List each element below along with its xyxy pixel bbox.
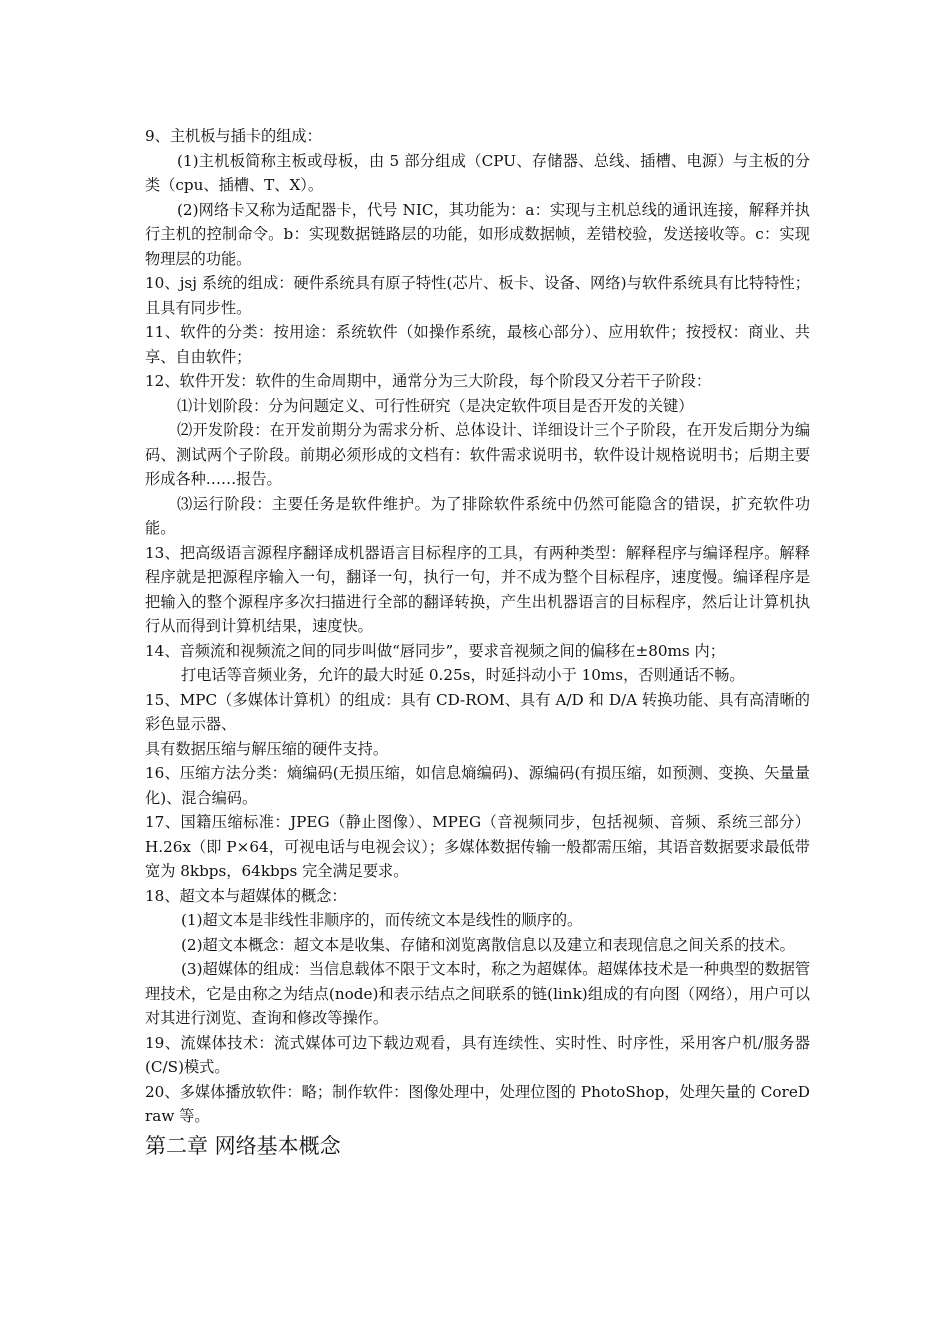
paragraph-9-2: (2)网络卡又称为适配器卡，代号 NIC，其功能为：a：实现与主机总线的通讯连接，解释并执行主机的控制命令。b：实现数据链路层的功能，如形成数据帧，差错校验，发送接收等。c：实现物理层的功能。: [145, 200, 810, 268]
paragraph-10: 10、jsj 系统的组成：硬件系统具有原子特性(芯片、板卡、设备、网络)与软件系统具有比特特性；且具有同步性。: [145, 274, 810, 317]
paragraph-12-2: ⑵开发阶段：在开发前期分为需求分析、总体设计、详细设计三个子阶段，在开发后期分为编码、测试两个子阶段。前期必须形成的文档有：软件需求说明书，软件设计规格说明书；后期主要形成各种……报告。: [145, 421, 810, 488]
paragraph-16: 16、压缩方法分类：熵编码(无损压缩，如信息熵编码)、源编码(有损压缩，如预测、变换、矢量量化)、混合编码。: [145, 764, 810, 807]
paragraph-20: 20、多媒体播放软件：略；制作软件：图像处理中，处理位图的 PhotoShop，处理矢量的 CoreDraw 等。: [145, 1082, 810, 1125]
paragraph-9-1: (1)主机板简称主板或母板，由 5 部分组成（CPU、存储器、总线、插槽、电源）与主板的分类（cpu、插槽、T、X）。: [145, 151, 810, 194]
paragraph-18-1: (1)超文本是非线性非顺序的，而传统文本是线性的顺序的。: [181, 911, 583, 929]
paragraph-15-cont: 具有数据压缩与解压缩的硬件支持。: [145, 739, 388, 758]
document-page: [145, 124, 810, 1161]
paragraph-14-detail: 打电话等音频业务，允许的最大时延 0.25s，时延抖动小于 10ms，否则通话不畅。: [181, 666, 745, 684]
paragraph-18-2: (2)超文本概念：超文本是收集、存储和浏览离散信息以及建立和表现信息之间关系的技术。: [181, 935, 795, 954]
paragraph-12-1: ⑴计划阶段：分为问题定义、可行性研究（是决定软件项目是否开发的关键）: [177, 396, 694, 415]
chapter-heading: 第二章 网络基本概念: [145, 1133, 341, 1158]
paragraph-12: 12、软件开发：软件的生命周期中，通常分为三大阶段，每个阶段又分若干子阶段：: [145, 372, 712, 390]
paragraph-17: 17、国籍压缩标准：JPEG（静止图像）、MPEG（音视频同步，包括视频、音频、系统三部分）H.26x（即 P×64，可视电话与电视会议）；多媒体数据传输一般都需压缩，其语音数据要求最低带宽为 8kbps，64kbps 完全满足要求。: [145, 813, 810, 880]
paragraph-12-3: ⑶运行阶段：主要任务是软件维护。为了排除软件系统中仍然可能隐含的错误，扩充软件功能。: [145, 494, 810, 537]
paragraph-18: 18、超文本与超媒体的概念：: [145, 886, 347, 905]
paragraph-19: 19、流媒体技术：流式媒体可边下载边观看，具有连续性、实时性、时序性，采用客户机/服务器(C/S)模式。: [145, 1033, 810, 1076]
paragraph-18-3: (3)超媒体的组成：当信息载体不限于文本时，称之为超媒体。超媒体技术是一种典型的数据管理技术，它是由称之为结点(node)和表示结点之间联系的链(link)组成的有向图（网络），用户可以对其进行浏览、查询和修改等操作。: [145, 960, 811, 1027]
paragraph-13: 13、把高级语言源程序翻译成机器语言目标程序的工具，有两种类型：解释程序与编译程序。解释程序就是把源程序输入一句，翻译一句，执行一句，并不成为整个目标程序，速度慢。编译程序是把输入的整个源程序多次扫描进行全部的翻译转换，产生出机器语言的目标程序，然后让计算机执行从而得到计算机结果，速度快。: [145, 543, 810, 635]
paragraph-11: 11、软件的分类：按用途：系统软件（如操作系统，最核心部分）、应用软件；按授权：商业、共享、自由软件；: [145, 323, 810, 366]
paragraph-9: 9、主机板与插卡的组成：: [145, 127, 322, 145]
paragraph-14: 14、音频流和视频流之间的同步叫做“唇同步”，要求音视频之间的偏移在±80ms 内；: [145, 641, 725, 660]
paragraph-15: 15、MPC（多媒体计算机）的组成：具有 CD-ROM、具有 A/D 和 D/A 转换功能、具有高清晰的彩色显示器、: [145, 690, 810, 733]
